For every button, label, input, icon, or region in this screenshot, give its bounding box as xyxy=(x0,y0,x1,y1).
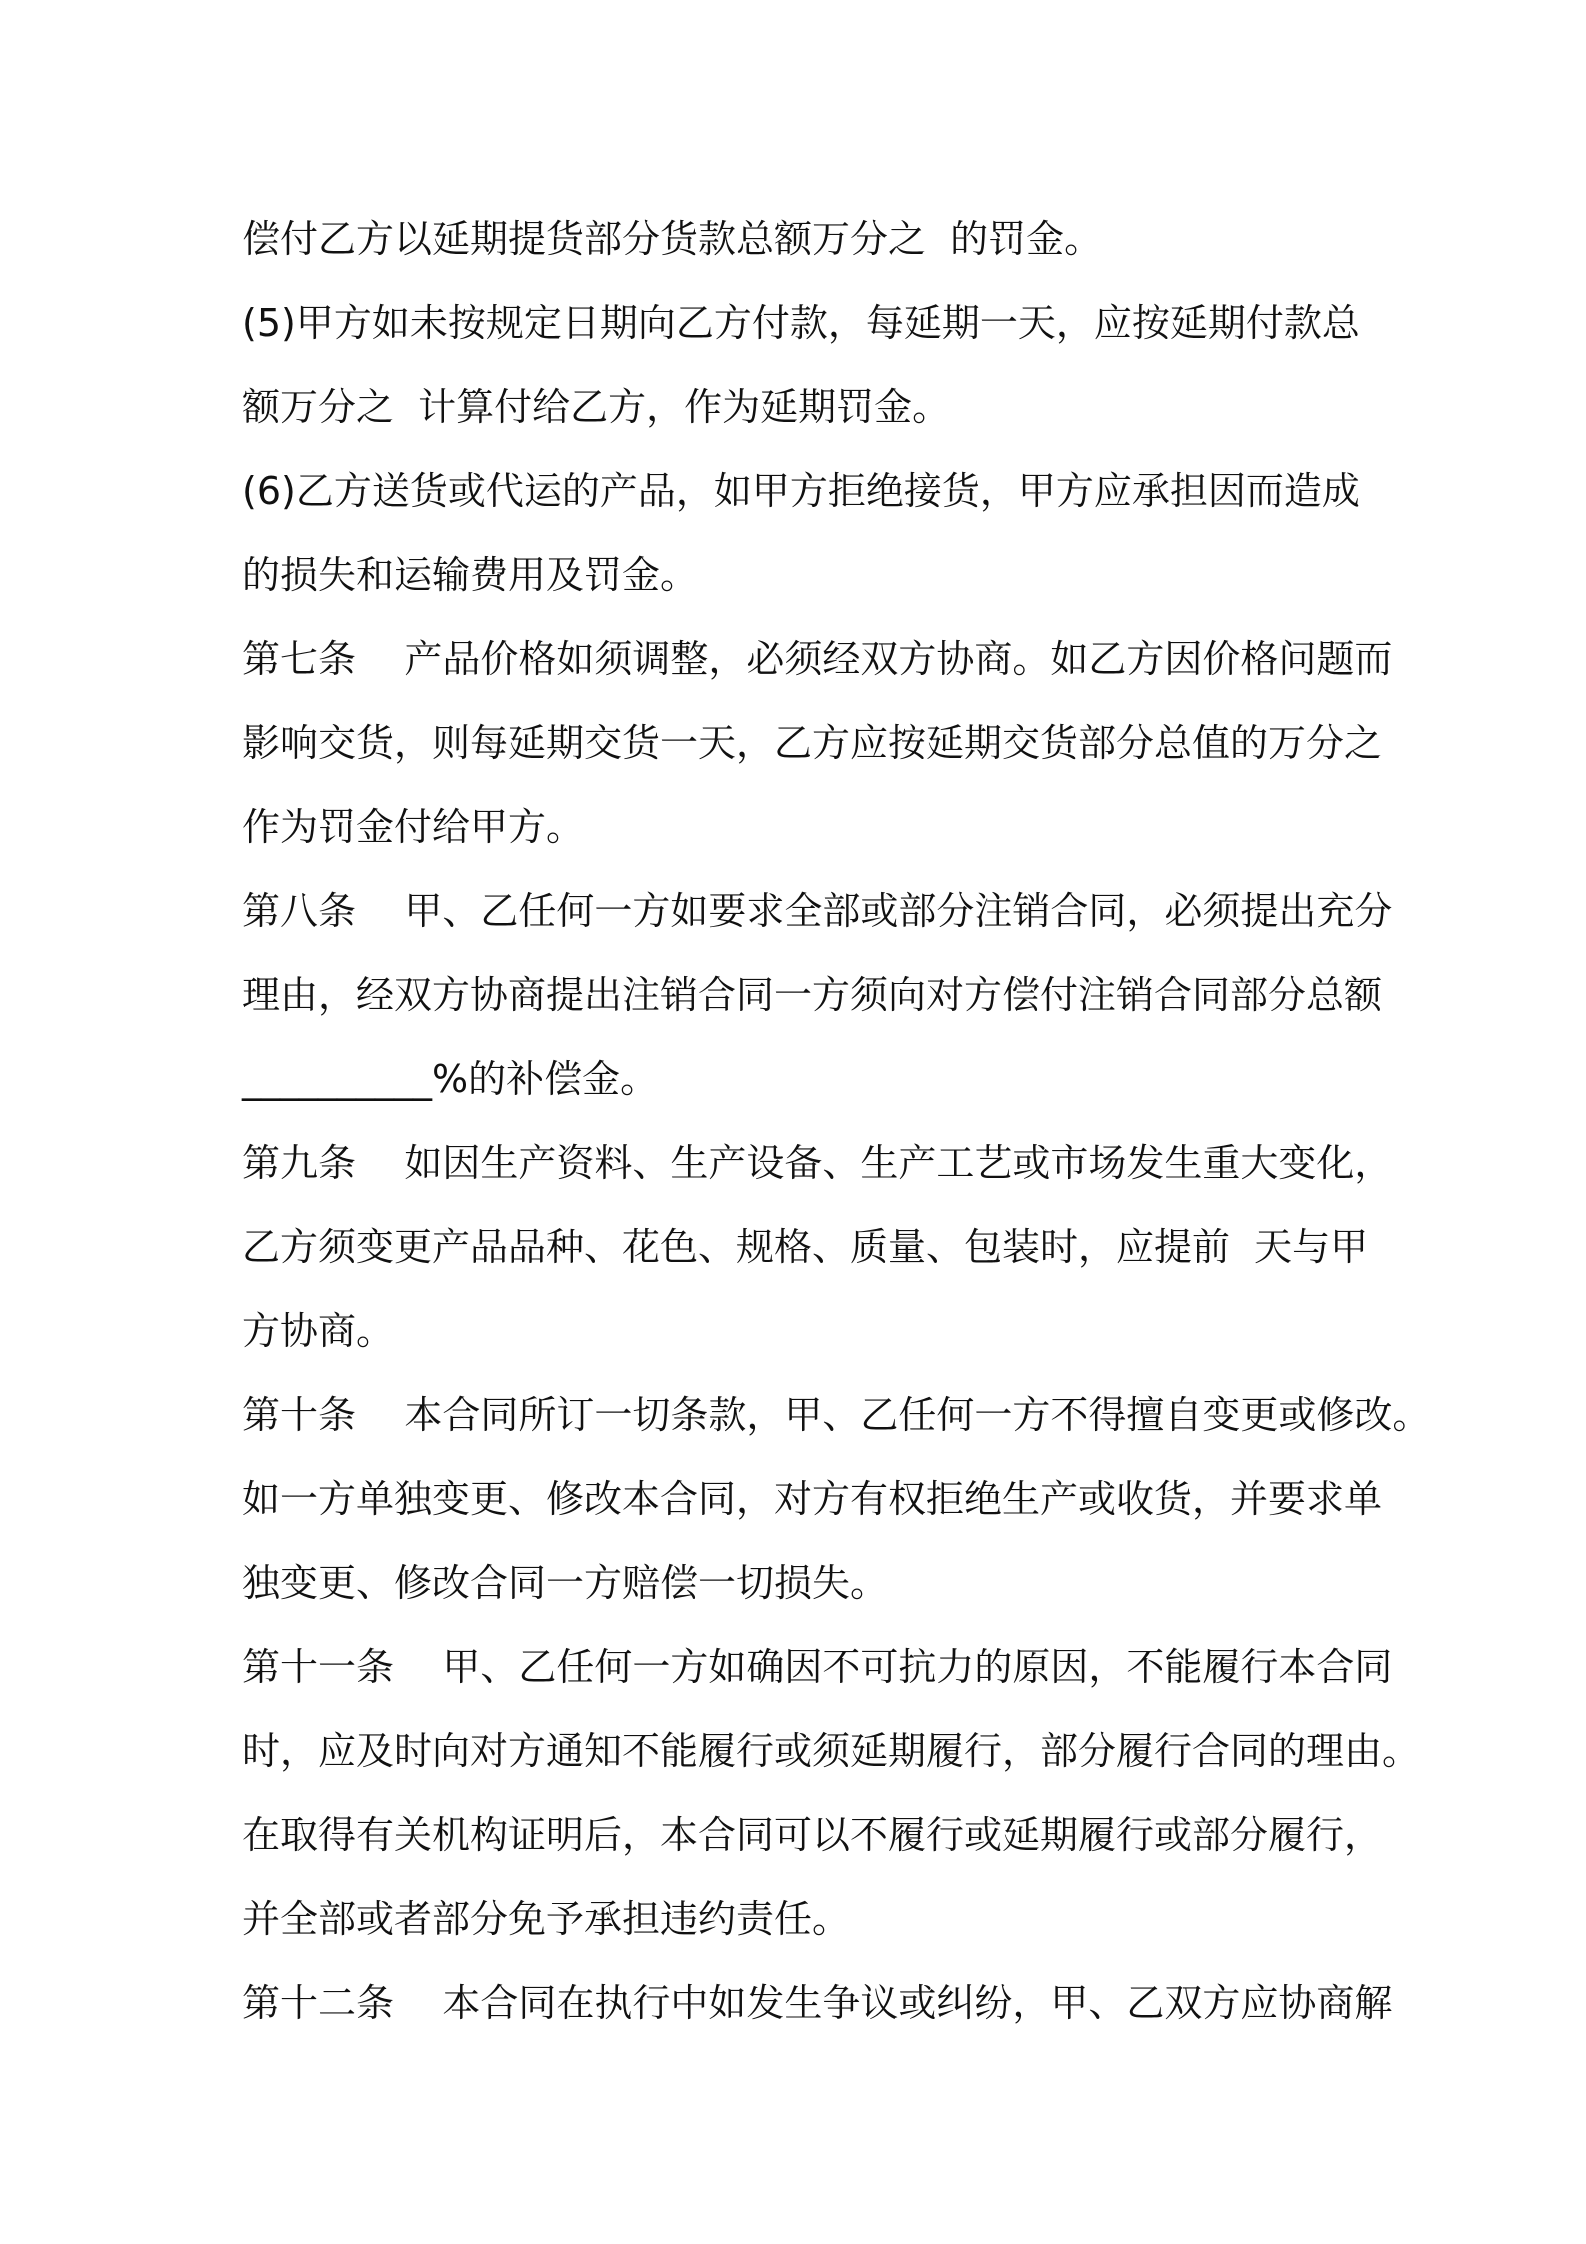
text-line: 影响交货，则每延期交货一天，乙方应按延期交货部分总值的万分之 xyxy=(242,721,1383,765)
text-line: 的损失和运输费用及罚金。 xyxy=(242,553,699,597)
clause-8-line: 第八条 甲、乙任何一方如要求全部或部分注销合同，必须提出充分 xyxy=(242,889,1393,933)
text-line: (6)乙方送货或代运的产品，如甲方拒绝接货，甲方应承担因而造成 xyxy=(242,469,1360,513)
contract-text-body xyxy=(242,197,1431,2045)
text-line: 在取得有关机构证明后，本合同可以不履行或延期履行或部分履行， xyxy=(242,1813,1383,1857)
text-line: 独变更、修改合同一方赔偿一切损失。 xyxy=(242,1561,889,1605)
text-line: 方协商。 xyxy=(242,1309,395,1353)
clause-9-line: 第九条 如因生产资料、生产设备、生产工艺或市场发生重大变化， xyxy=(242,1141,1393,1185)
clause-7-line: 第七条 产品价格如须调整，必须经双方协商。如乙方因价格问题而 xyxy=(242,637,1393,681)
clause-11-line: 第十一条 甲、乙任何一方如确因不可抗力的原因，不能履行本合同 xyxy=(242,1645,1393,1689)
text-line: 乙方须变更产品品种、花色、规格、质量、包装时，应提前 天与甲 xyxy=(242,1225,1369,1269)
text-line: 作为罚金付给甲方。 xyxy=(242,805,585,849)
text-line: 理由，经双方协商提出注销合同一方须向对方偿付注销合同部分总额 xyxy=(242,973,1383,1017)
text-line: 并全部或者部分免予承担违约责任。 xyxy=(242,1897,851,1941)
clause-12-line: 第十二条 本合同在执行中如发生争议或纠纷，甲、乙双方应协商解 xyxy=(242,1981,1393,2025)
clause-10-line: 第十条 本合同所订一切条款，甲、乙任何一方不得擅自变更或修改。 xyxy=(242,1393,1431,1437)
text-line: 偿付乙方以延期提货部分货款总额万分之 的罚金。 xyxy=(242,217,1103,261)
text-line: (5)甲方如未按规定日期向乙方付款，每延期一天，应按延期付款总 xyxy=(242,301,1360,345)
text-line: 时，应及时向对方通知不能履行或须延期履行，部分履行合同的理由。 xyxy=(242,1729,1421,1773)
text-line: 额万分之 计算付给乙方，作为延期罚金。 xyxy=(242,385,951,429)
text-line: 如一方单独变更、修改本合同，对方有权拒绝生产或收货，并要求单 xyxy=(242,1477,1383,1521)
text-line: __________%的补偿金。 xyxy=(242,1057,659,1101)
